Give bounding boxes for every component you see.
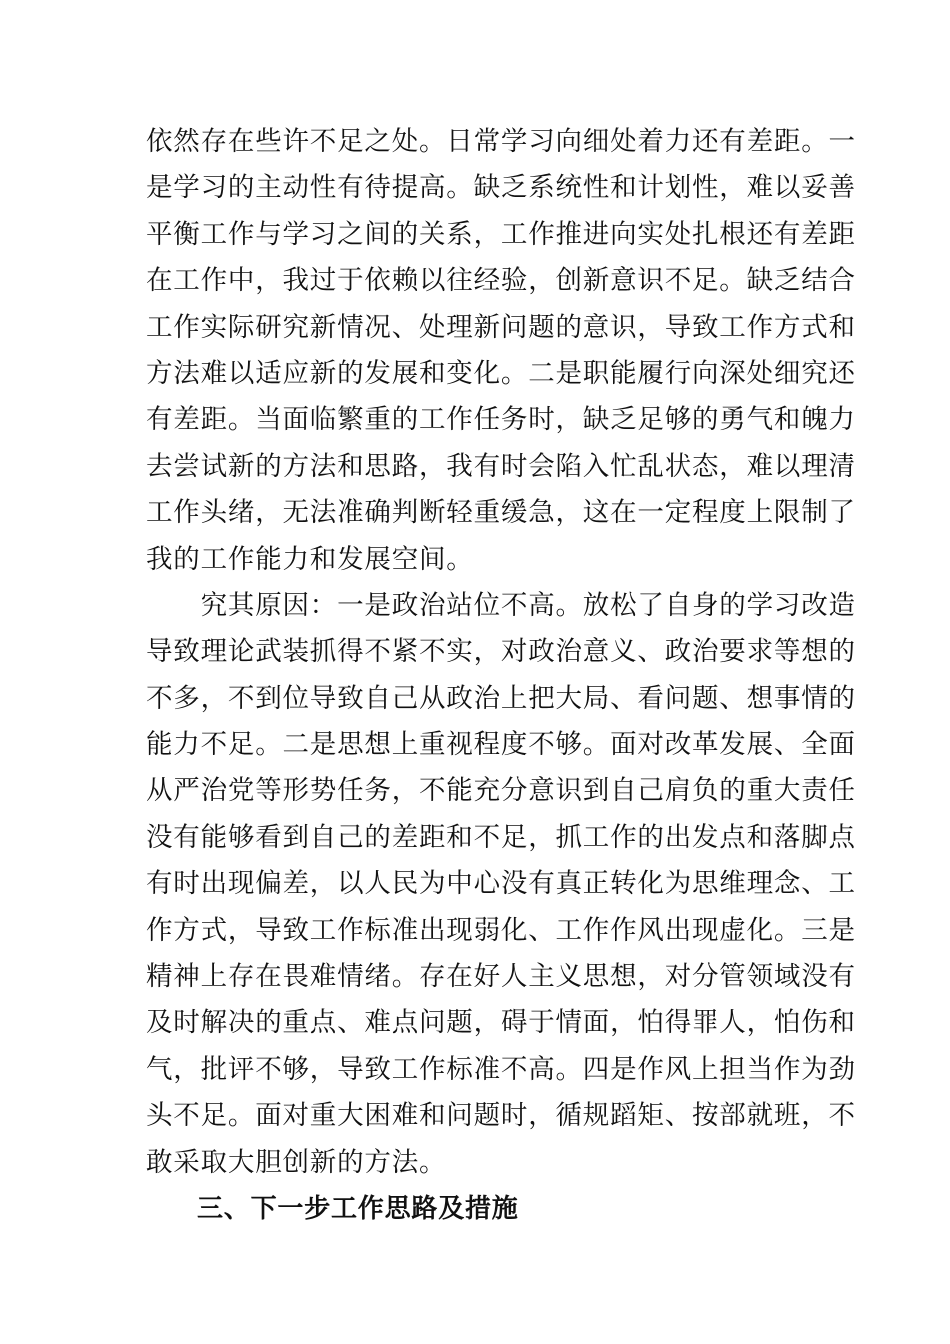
text-line: 头不足。面对重大困难和问题时，循规蹈矩、按部就班，不 [146,1100,856,1132]
text-line: 工作头绪，无法准确判断轻重缓急，这在一定程度上限制了 [146,497,856,529]
text-line: 我的工作能力和发展空间。 [146,543,474,575]
text-line: 方法难以适应新的发展和变化。二是职能履行向深处细究还 [146,357,856,389]
section-heading: 三、下一步工作思路及措施 [197,1193,519,1224]
text-line: 平衡工作与学习之间的关系，工作推进向实处扎根还有差距 [146,218,856,250]
text-line: 工作实际研究新情况、处理新问题的意识，导致工作方式和 [146,311,856,343]
text-line: 究其原因：一是政治站位不高。放松了自身的学习改造 [146,589,856,621]
text-line: 能力不足。二是思想上重视程度不够。面对改革发展、全面 [146,729,856,761]
text-line: 有差距。当面临繁重的工作任务时，缺乏足够的勇气和魄力 [146,404,856,436]
text-line: 从严治党等形势任务，不能充分意识到自己肩负的重大责任 [146,775,856,807]
paragraph-shortcomings [146,119,856,583]
text-line: 有时出现偏差，以人民为中心没有真正转化为思维理念、工 [146,868,856,900]
text-line: 没有能够看到自己的差距和不足，抓工作的出发点和落脚点 [146,821,856,853]
document-page [146,119,856,1232]
text-line: 敢采取大胆创新的方法。 [146,1146,447,1178]
text-line: 去尝试新的方法和思路，我有时会陷入忙乱状态，难以理清 [146,450,856,482]
text-line: 气，批评不够，导致工作标准不高。四是作风上担当作为劲 [146,1053,856,1085]
text-line: 及时解决的重点、难点问题，碍于情面，怕得罪人，怕伤和 [146,1007,856,1039]
text-line: 作方式，导致工作标准出现弱化、工作作风出现虚化。三是 [146,914,856,946]
text-line: 精神上存在畏难情绪。存在好人主义思想，对分管领域没有 [146,961,856,993]
text-line: 依然存在些许不足之处。日常学习向细处着力还有差距。一 [146,126,856,157]
text-line: 不多，不到位导致自己从政治上把大局、看问题、想事情的 [146,682,856,714]
text-line: 在工作中，我过于依赖以往经验，创新意识不足。缺乏结合 [146,265,856,297]
text-line: 是学习的主动性有待提高。缺乏系统性和计划性，难以妥善 [146,172,856,204]
paragraph-root-causes [146,583,856,1186]
text-line: 导致理论武装抓得不紧不实，对政治意义、政治要求等想的 [146,636,856,668]
